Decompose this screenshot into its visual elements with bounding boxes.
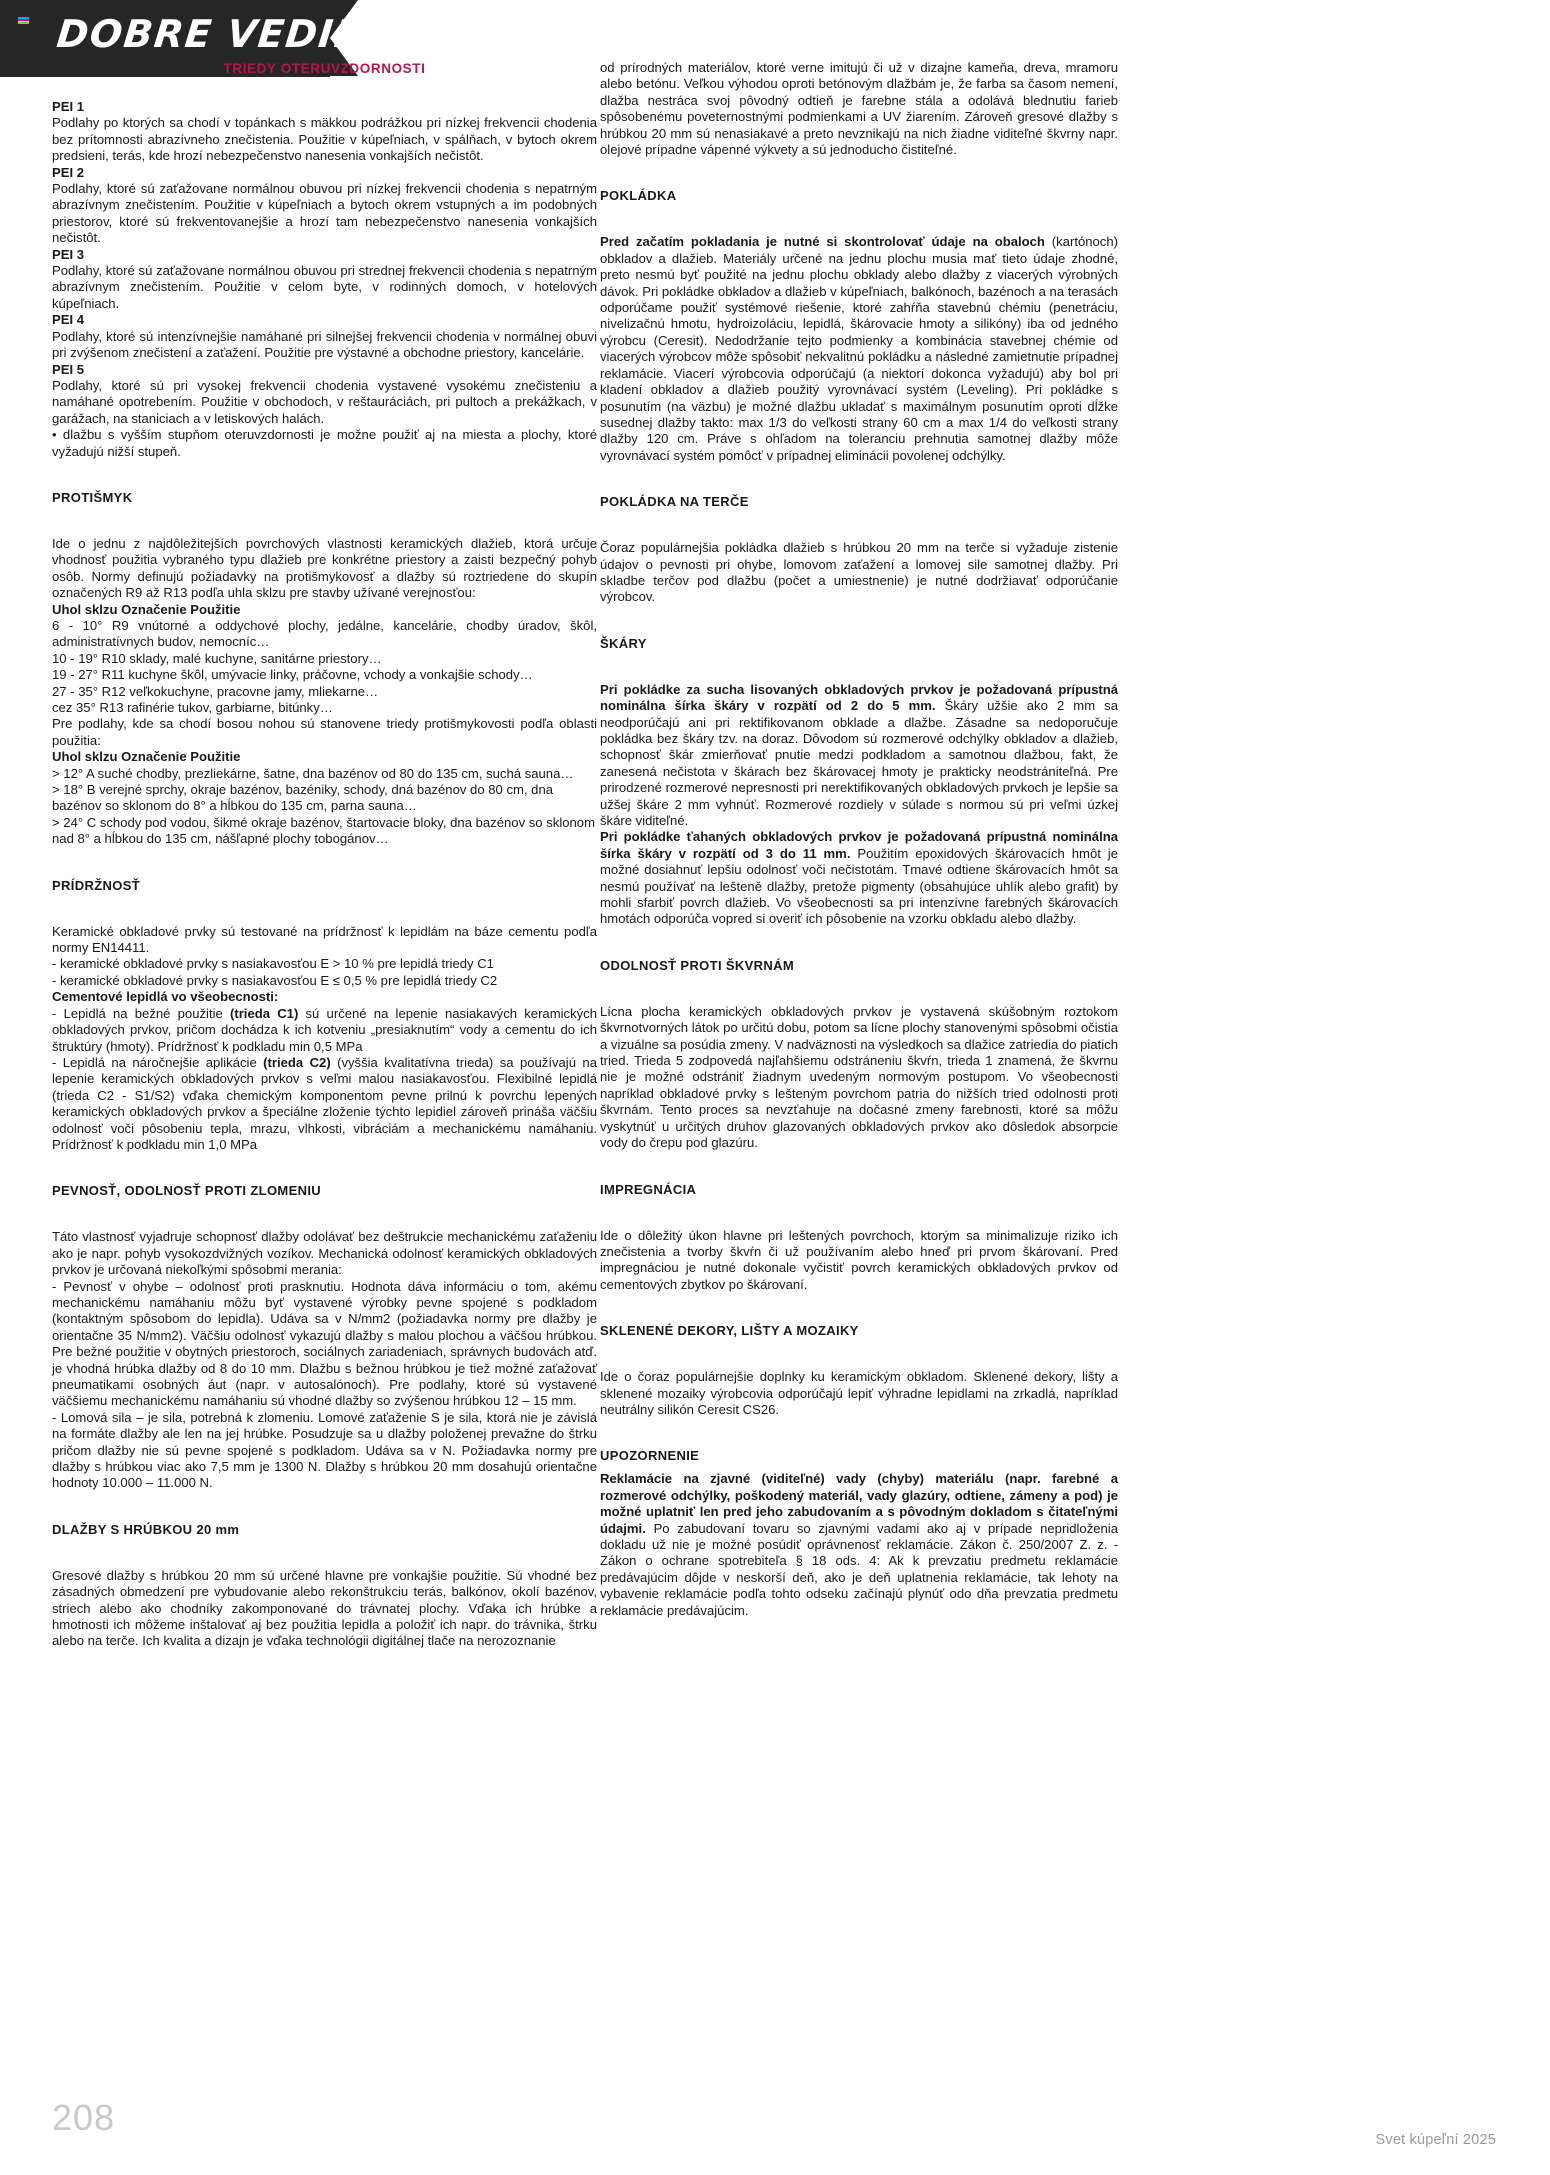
pridrznost-c2-label: (trieda C2) — [263, 1054, 331, 1070]
pei-3-text: Podlahy, ktoré sú zaťažovane normálnou obuvou pri strednej frekvencii chodenia s nepatrným abrazívnym znečistením. Použitie v celom byte, v rodinných domoch, v hotelových kúpeľniach. — [52, 263, 597, 311]
skary-bold-2: Pri pokládke ťahaných obkladových prvkov je požadovaná prípustná nominálna šírka škáry v rozpätí od 3 do 11 mm. — [600, 829, 1118, 861]
skary-bold-1: Pri pokládke za sucha lisovaných obkladových prvkov je požadovaná prípustná nominálna šírka škáry v rozpätí od 2 do 5 mm. — [600, 681, 1118, 714]
section-title-wear-classes: TRIEDY OTERUVZDORNOSTI — [223, 61, 426, 76]
pridrznost-subhead: Cementové lepidlá vo všeobecnosti: — [52, 989, 279, 1005]
right-column — [600, 60, 1118, 1619]
section-title-protismyk: PROTIŠMYK — [52, 489, 133, 505]
section-title-sklenene-dekory: SKLENENÉ DEKORY, LIŠTY A MOZAIKY — [600, 1323, 859, 1339]
section-title-dlazby-20mm: DLAŽBY S HRÚBKOU 20 mm — [52, 1521, 240, 1537]
pridrznost-c1-paragraph — [52, 1006, 597, 1055]
protismyk-barefoot-row-c: > 24° C schody pod vodou, šikmé okraje bazénov, štartovacie bloky, dna bazénov so sklonom nad 8° a hĺbkou do 135 cm, nášľapné plochy tobogánov… — [52, 814, 595, 847]
pridrznost-bullet-c2: - keramické obkladové prvky s nasiakavosťou E ≤ 0,5 % pre lepidlá triedy C2 — [52, 972, 498, 988]
protismyk-row-r9: 6 - 10° R9 vnútorné a oddychové plochy, jedálne, kancelárie, chodby úradov, škôl, administratívnych budov, nemocníc… — [52, 617, 597, 650]
pevnost-p1: Táto vlastnosť vyjadruje schopnosť dlažby odolávať bez deštrukcie mechanickému zaťaženiu ako je napr. pohyb vysokozdvižných vozíkov. Mechanická odolnosť keramických obkladových prvkov je určovaná niekoľkými spôsobmi merania: — [52, 1229, 597, 1278]
pridrznost-c2-post: (vyššia kvalitatívna trieda) sa používajú na lepenie keramických obkladových prvkov s veľmi malou nasiakavosťou. Flexibilné lepidlá (trieda C2 - S1/S2) vďaka chemickým komponentom pevne prilnú k povrchu lepených keramických obkladových prvkov a špeciálne zloženie týchto lepidiel zároveň prináša väčšiu odolnosť voči pôsobeniu tepla, mrazu, vlhkosti, vibráciám a mechanickému namáhaniu. Prídržnosť k podkladu min 1,0 MPa — [52, 1054, 597, 1152]
upozornenie-text: Po zabudovaní tovaru so zjavnými vadami ako aj v prípade nepridloženia dokladu už nie je možné posúdiť oprávnenosť reklamácie. Zákon č. 250/2007 Z. z. - Zákon o ochrane spotrebiteľa § 18 ods. 4: Ak k prevzatiu predmetu reklamácie predávajúcim dôjde v neskorší deň, ako je deň uplatnenia reklamácie, tak lehoty na vybavenie reklamácie podľa tohto odseku začínajú plynúť odo dňa prevzatia predmetu reklamácie predávajúcim. — [600, 1520, 1118, 1618]
pei-5-text: Podlahy, ktoré sú pri vysokej frekvencii chodenia vystavené vysokému znečisteniu a namáhané opotrebením. Použitie v obchodoch, v reštauráciách, pri pultoch a prekážkach, v garážach, na staniciach a v letiskových halách. — [52, 377, 597, 426]
dekory-p1: Ide o čoraz populárnejšie doplnky ku keramickým obkladom. Sklenené dekory, lišty a sklenené mozaiky výrobcovia odporúčajú lepiť výhradne lepidlami na zrkadlá, napríklad neutrálny silikón Ceresit CS26. — [600, 1369, 1118, 1417]
pridrznost-c2-pre: - Lepidlá na náročnejšie aplikácie — [52, 1054, 264, 1070]
protismyk-barefoot-row-b: > 18° B verejné sprchy, okraje bazénov, bazéniky, schody, dná bazénov do 80 cm, dna bazénov so sklonom do 8° a hĺbkou do 135 cm, parna sauna… — [52, 782, 554, 814]
left-column — [52, 60, 597, 1650]
terce-p1: Čoraz populárnejšia pokládka dlažieb s hrúbkou 20 mm na terče si vyžaduje zistenie údajov o pevnosti pri ohybe, lomovom zaťažení a lomovej sile samotnej dlažby. Pri skladbe terčov pod dlažbu (počet a umiestnenie) je nutné dodržiavať odporúčanie výrobcov. — [600, 540, 1118, 605]
dlazby-20mm-p1: Gresové dlažby s hrúbkou 20 mm sú určené hlavne pre vonkajšie použitie. Sú vhodné bez zásadných obmedzení pre vybudovanie alebo rekonštrukciu terás, balkónov, okolí bazénov, striech alebo ako chodníky zakomponované do trávnatej plochy. Vďaka ich hrúbke a hmotnosti ich môžeme inštalovať aj bez použitia lepidla a položiť ich napr. do trávnika, štrku alebo na terče. Ich kvalita a dizajn je vďaka technológii digitálnej tlače na nerozoznanie — [52, 1567, 597, 1649]
upozornenie-bold: Reklamácie na zjavné (viditeľné) vady (chyby) materiálu (napr. farebné a rozmerové odchýlky, poškodený materiál, vady glazúry, odtiene, zámeny a pod) je možné uplatniť len pred jeho zabudovaním a s pôvodným dokladom s čitateľnými údajmi. — [600, 1471, 1118, 1536]
pei-2-text: Podlahy, ktoré sú zaťažovane normálnou obuvou pri nízkej frekvencii chodenia s nepatrným abrazívnym znečistením. Použitie v kúpeľniach a bytoch okrem vstupných a im podobných priestorov, ktoré sú frekventovanejšie a hrozí tam nebezpečenstvo nanesenia vonkajších nečistôt. — [52, 181, 597, 246]
pei-3-label: PEI 3 — [52, 246, 85, 262]
upozornenie-paragraph — [600, 1471, 1118, 1619]
pridrznost-c2-paragraph — [52, 1055, 597, 1153]
pei-5-label: PEI 5 — [52, 361, 85, 377]
pokladka-bold-lead: Pred začatím pokladania je nutné si skontrolovať údaje na obaloch — [600, 234, 1045, 250]
protismyk-barefoot-row-a: > 12° A suché chodby, prezliekárne, šatne, dna bazénov od 80 do 135 cm, suchá sauna… — [52, 765, 574, 781]
skary-text-2: Použitím epoxidových škárovacích hmôt je možné dosiahnuť lepšiu odolnosť voči nečistotám. Tmavé odtiene škárovacích hmôt sa nesmú používať na lešteně dlažby, pretože pigmenty (obsahujúce uhlík alebo grafit) by mohli sfarbiť povrch dlažieb. Vo všeobecnosti sa pri intenzívne farebných škárovacích hmotách odporúča vopred si overiť ich pôsobenie na vzorku obkladu alebo dlažby. — [600, 845, 1118, 927]
pei-4-text: Podlahy, ktoré sú intenzívnejšie namáhané pri silnejšej frekvencii chodenia v normálnej obuvi pri zvýšenom znečistení a zaťažení. Použitie pre výstavné a obchodne priestory, kancelárie. — [52, 328, 597, 361]
section-title-pokladka-na-terce: POKLÁDKA NA TERČE — [600, 494, 749, 510]
pei-2-label: PEI 2 — [52, 164, 85, 180]
section-title-impregnacia: IMPREGNÁCIA — [600, 1181, 697, 1197]
section-title-skary: ŠKÁRY — [600, 635, 647, 651]
pei-4-label: PEI 4 — [52, 312, 85, 328]
pridrznost-p1: Keramické obkladové prvky sú testované na prídržnosť k lepidlám na báze cementu podľa normy EN14411. — [52, 923, 597, 956]
skary-paragraph-2 — [600, 829, 1118, 927]
protismyk-row-r12: 27 - 35° R12 veľkokuchyne, pracovne jamy, mliekarne… — [52, 683, 379, 699]
pridrznost-c1-post: sú určené na lepenie nasiakavých keramických obkladových prvkov, pričom dochádza k ich kotveniu „presiaknutím“ vody a cementu do ich štruktúry (hmoty). Prídržnosť k podkladu min 0,5 MPa — [52, 1005, 597, 1054]
section-title-odolnost-proti-skvrnam: ODOLNOSŤ PROTI ŠKVRNÁM — [600, 957, 795, 973]
protismyk-row-r13: cez 35° R13 rafinérie tukov, garbiarne, bitúnky… — [52, 700, 333, 715]
skvrny-p1: Lícna plocha keramických obkladových prvkov je vystavená skúšobným roztokom škvrnotvorných látok po určitú dobu, potom sa lícne plochy stanovenými spôsobmi očistia a vizuálne sa posúdia zmeny. V nadväznosti na výsledkoch sa dlažice zatriedia do piatich tried. Trieda 5 zodpovedá najľahšiemu odstráneniu škvŕn, trieda 1 znamená, že škvrnu nie je možné odstrániť žiadnym uvedeným normovým postupom. Vo všeobecnosti napríklad obkladové prvky s lešteným povrchom patria do nižších tried odolnosti proti škvrnám. Tento proces sa nevzťahuje na dočasné zmeny farebnosti, ktoré sa môžu vyskytnúť u určitých druhov glazovaných obkladových prvkov ako dôsledok absorpcie vody do črepu pod glazúru. — [600, 1003, 1118, 1151]
pokladka-rest: (kartónoch) obkladov a dlažieb. Materiály určené na jednu plochu musia mať tieto údaje zhodné, preto nesmú byť použité na jednu plochu obklady alebo dlažby z viacerých výrobných dávok. Pri pokládke obkladov a dlažieb v kúpeľniach, balkónoch, bazénoch a na terasách odporúčame použiť systémové riešenie, ktoré zahŕňa stavebnú chémiu (penetráciu, nivelizačnú hmotu, hydroizoláciu, lepidlá, škárovacie hmoty a silikóny) iba od jedného výrobcu (Ceresit). Nedodržanie tejto podmienky a kombinácia stavebnej chémie od viacerých výrobcov môže spôsobiť nekvalitnú pokládku a následné zamietnutie prípadnej reklamácie. Viacerí výrobcovia odporúčajú (a niektorí dokonca vyžadujú) aby bol pri kladení obkladov a dlažieb použitý vyrovnávací systém (Leveling). Pri pokládke s posunutím (na väzbu) je možné dlažbu ukladať s maximálnym posunutím oproti dĺžke susednej dlažby takto: max 1/3 do veľkosti strany 60 cm a max 1/4 do veľkosti strany dlažby 120 cm. Práve s ohľadom na toleranciu prehnutia samotnej dlažby môže vyrovnávací systém pomôcť v prípadnej eliminácii povolenej odchýlky. — [600, 234, 1118, 463]
page-number: 208 — [52, 2097, 116, 2138]
pridrznost-bullet-c1: - keramické obkladové prvky s nasiakavosťou E > 10 % pre lepidlá triedy C1 — [52, 956, 494, 972]
continuation-paragraph: od prírodných materiálov, ktoré verne imitujú či už v dizajne kameňa, dreva, mramoru alebo betónu. Veľkou výhodou oproti betónovým dlažbám je, že farba sa časom nemení, dlažba nestráca svoj pôvodný odtieň je farebne stála a odolává blednutiu farieb spôsobenému poveternostnými podmienkami a UV žiarením. Zároveň gresové dlažby s hrúbkou 20 mm sú nenasiakavé a preto nevznikajú na nich žiadne viditeľné škvrny napr. olejové prípadne vápenné výkvety a sú jednoducho čistiteľné. — [600, 60, 1118, 158]
pridrznost-c1-label: (trieda C1) — [229, 1005, 299, 1021]
skary-paragraph-1 — [600, 682, 1118, 830]
protismyk-table-header: Uhol sklzu Označenie Použitie — [52, 601, 241, 617]
protismyk-intro: Ide o jednu z najdôležitejších povrchových vlastnosti keramických dlažieb, ktorá určuje vhodnosť použitia vybraného typu dlažieb pre konkrétne priestory a zaisti bezpečný pohyb osôb. Normy definujú požiadavky na protišmykovosť a dlažby sú roztriedene do skupín označených R9 až R13 podľa uhla sklzu pre stavby užívané verejnosťou: — [52, 535, 597, 601]
pei-1-text: Podlahy po ktorých sa chodí v topánkach s mäkkou podrážkou pri nízkej frekvencii chodenia bez prítomnosti abrazívneho znečistenia. Použitie v kúpeľniach, v spálňach, v bytoch okrem predsieni, terás, kde hrozí nebezpečenstvo nanesenia vonkajších nečistôt. — [52, 115, 597, 164]
pevnost-p3: - Lomová sila – je sila, potrebná k zlomeniu. Lomové zaťaženie S je sila, ktorá nie je závislá na formáte dlažby ale len na jej hrúbke. Posudzuje sa u dlažby položenej prevažne do štrku pričom dlažby nie sú pevne spojené s podkladom. Udáva sa v N. Požiadavka normy pre dlažby s hrúbkou viac ako 7,5 mm je 1300 N. Dlažby s hrúbkou 20 mm dosahujú orientačne hodnoty 10.000 – 11.000 N. — [52, 1409, 597, 1491]
protismyk-barefoot-intro: Pre podlahy, kde sa chodí bosou nohou sú stanovene triedy protišmykovosti podľa oblasti použitia: — [52, 716, 597, 748]
section-title-upozornenie: UPOZORNENIE — [600, 1448, 700, 1464]
section-title-pridrznost: PRÍDRŽNOSŤ — [52, 877, 140, 893]
pokladka-paragraph — [600, 234, 1118, 464]
pridrznost-c1-pre: - Lepidlá na bežné použitie — [52, 1005, 230, 1021]
footer-catalog-label: Svet kúpeľní 2025 — [1375, 2132, 1496, 2148]
impregnacia-p1: Ide o dôležitý úkon hlavne pri leštených povrchoch, ktorým sa minimalizuje riziko ich znečistenia a tvorby škvŕn či už používaním alebo hneď pri prvom škárovaní. Pred impregnáciou je nutné dokonale vyčistiť povrch keramických obkladových prvkov od cementových zbytkov po škárovaní. — [600, 1227, 1118, 1292]
pei-1-label: PEI 1 — [52, 99, 85, 114]
protismyk-row-r10: 10 - 19° R10 sklady, malé kuchyne, sanitárne priestory… — [52, 650, 382, 666]
protismyk-barefoot-header: Uhol sklzu Označenie Použitie — [52, 749, 241, 765]
pei-note: • dlažbu s vyšším stupňom oteruvzdornosti je možne použiť aj na miesta a plochy, ktoré vyžadujú nižší stupeň. — [52, 427, 597, 459]
protismyk-row-r11: 19 - 27° R11 kuchyne škôl, umývacie linky, práčovne, vchody a vonkajšie schody… — [52, 667, 533, 683]
pevnost-p2: - Pevnosť v ohybe – odolnosť proti prasknutiu. Hodnota dáva informáciu o tom, akému mechanickému namáhaniu môžu byť vystavené výrobky pevne spojené s podkladom (kontaktným spôsobom do lepidla). Udáva sa v N/mm2 (požiadavka normy pre dlažby je orientačne 35 N/mm2). Väčšiu odolnosť vykazujú dlažby s malou plochou a väčšou hrúbkou. Pre bežné použitie v obytných priestoroch, sociálnych zariadeniach, správnych budovách atď. je vhodná hrúbka dlažby od 8 do 10 mm. Dlažbu s bežnou hrúbkou je tiež možné zaťažovať pneumatikami osobných áut (napr. v autosalónoch). Pre podlahy, ktoré sú vystavené väčšiemu mechanickému namáhaniu sú vhodné dlažby so zvýšenou hrúbkou 12 – 15 mm. — [52, 1278, 597, 1409]
banner-title: DOBRE VEDIEŤ — [54, 12, 392, 56]
cmyk-registration-mark-icon — [18, 17, 29, 24]
section-title-pokladka: POKLÁDKA — [600, 188, 677, 204]
section-title-pevnost: PEVNOSŤ, ODOLNOSŤ PROTI ZLOMENIU — [52, 1183, 322, 1199]
skary-text-1: Škáry užšie ako 2 mm sa neodporúčajú ani pri rektifikovanom obklade a dlažbe. Zásadne sa nedoporučuje pokládka bez škáry tzv. na doraz. Dôvodom sú rozmerové odchýlky obkladov a dlažieb, schopnosť škár zmierňovať pnutie medzi podkladom a samotnou dlažbou, fakt, že zanesená nečistota v škárach bez škárovacej hmoty je prakticky neodstrániteľná. Pre prirodzené rozmerové nepresnosti pri nerektifikovaných obkladových prvkoch je lepšie sa užšej škáre 2 mm vyhnúť. Rozmerové rozdiely v súlade s normou sú pri veľmi úzkej škáre viditeľné. — [600, 698, 1119, 828]
